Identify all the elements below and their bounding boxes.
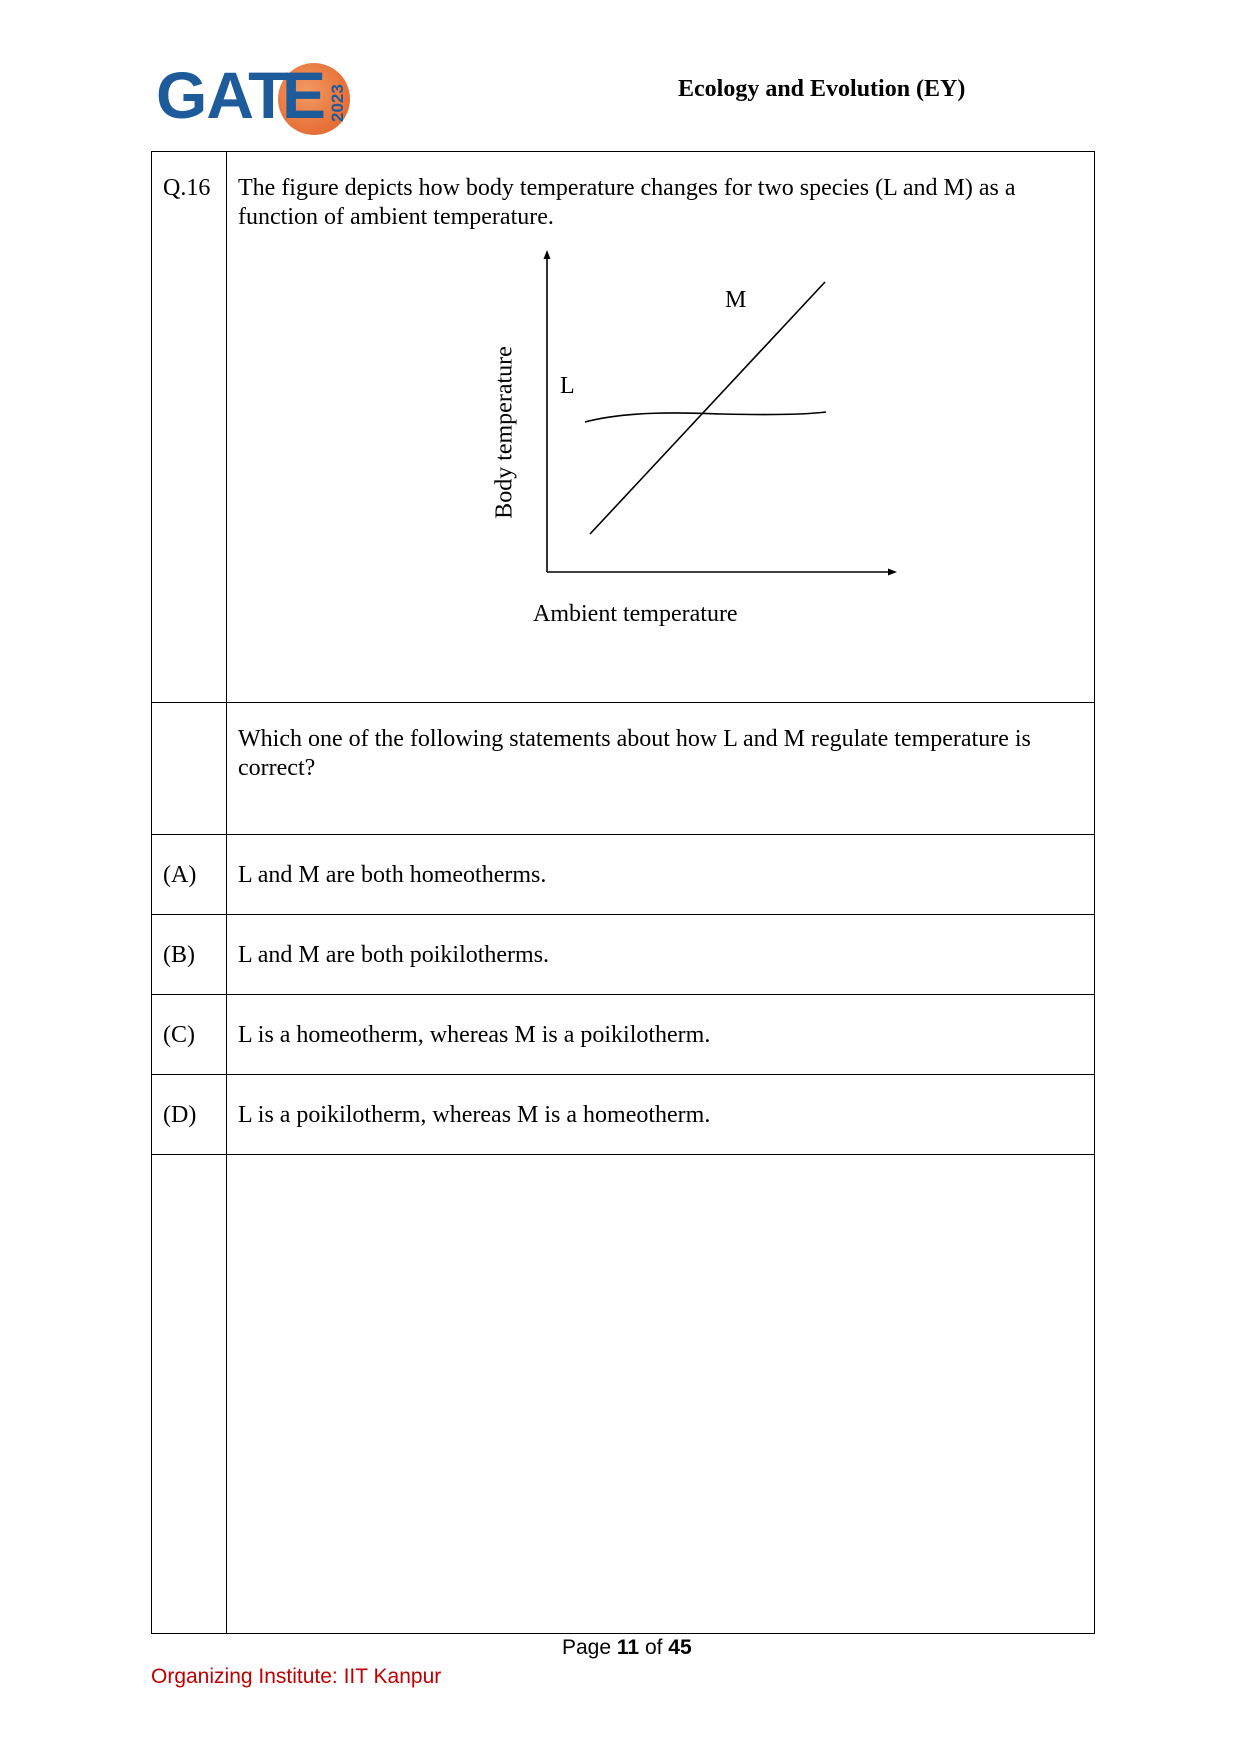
question-table (151, 151, 1095, 1634)
page-current: 11 (616, 1636, 640, 1659)
option-label: (C) (152, 995, 227, 1075)
option-text: L and M are both poikilotherms. (227, 915, 1095, 995)
temperature-figure (461, 250, 901, 660)
option-label: (D) (152, 1075, 227, 1155)
paper-subject-title: Ecology and Evolution (EY) (678, 76, 966, 102)
option-text: L is a homeotherm, whereas M is a poikilotherm. (227, 995, 1095, 1075)
question-prompt: Which one of the following statements about how L and M regulate temperature is correct? (227, 703, 1095, 835)
option-row-b (152, 915, 1095, 995)
logo-text: GAT (156, 58, 288, 132)
curve-m-label: M (725, 287, 747, 313)
curve-m (590, 282, 825, 534)
question-stem-cell (227, 152, 1095, 703)
question-prompt-row (152, 703, 1095, 835)
organizing-institute: Organizing Institute: IIT Kanpur (151, 1665, 442, 1688)
page-total: 45 (668, 1636, 692, 1659)
question-stem-row (152, 152, 1095, 703)
option-row-c (152, 995, 1095, 1075)
option-text: L and M are both homeotherms. (227, 835, 1095, 915)
option-row-a (152, 835, 1095, 915)
logo-letter: E (282, 58, 327, 132)
question-number: Q.16 (152, 152, 227, 703)
blank-space-row (152, 1155, 1095, 1634)
y-axis-arrow-icon (544, 250, 551, 259)
x-axis-label: Ambient temperature (533, 601, 738, 627)
figure-svg (461, 250, 901, 660)
option-label: (B) (152, 915, 227, 995)
logo-year: 2023 (328, 84, 347, 122)
blank-text-cell (227, 1155, 1095, 1634)
question-stem: The figure depicts how body temperature changes for two species (L and M) as a function of ambient temperature. (238, 175, 1016, 230)
page-number (562, 1636, 692, 1660)
blank-number-cell (152, 1155, 227, 1634)
x-axis-arrow-icon (888, 569, 897, 576)
empty-number-cell (152, 703, 227, 835)
page-prefix: Page (562, 1636, 612, 1659)
curve-l-label: L (560, 373, 575, 399)
gate-2023-logo (156, 58, 356, 140)
page-of: of (644, 1636, 663, 1659)
curve-l (585, 412, 826, 422)
option-text: L is a poikilotherm, whereas M is a homeotherm. (227, 1075, 1095, 1155)
y-axis-label: Body temperature (491, 346, 518, 519)
option-row-d (152, 1075, 1095, 1155)
option-label: (A) (152, 835, 227, 915)
